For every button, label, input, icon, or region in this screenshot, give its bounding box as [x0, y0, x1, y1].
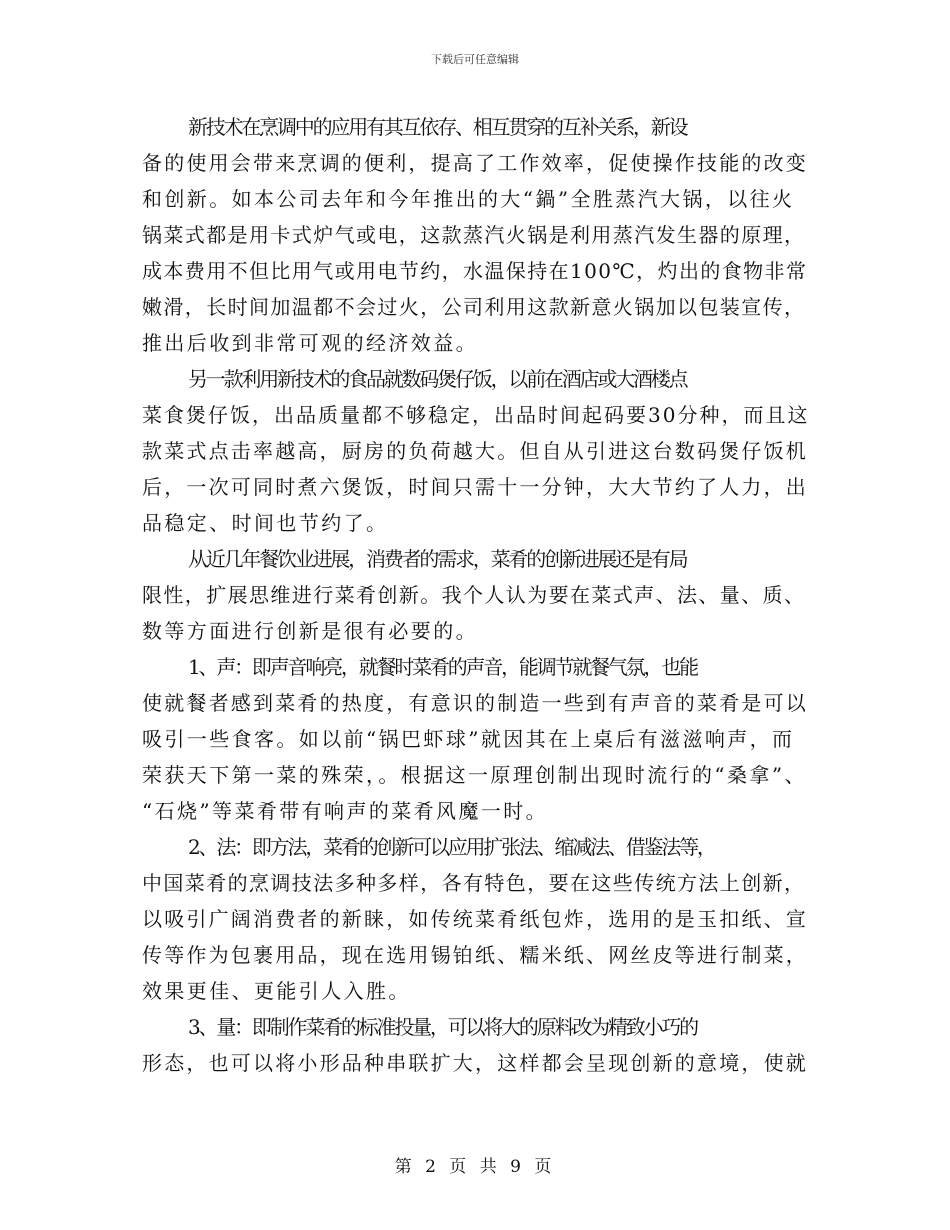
text-line: 使就餐者感到菜肴的热度，有意识的制造一些到有声音的菜肴是可以: [142, 691, 808, 715]
text-line: 以吸引广阔消费者的新睐，如传统菜肴纸包炸，选用的是玉扣纸、宣: [142, 907, 808, 931]
text-line: 新技术在烹调中的应用有其互依存、相互贯穿的互补关系，新设: [188, 115, 687, 139]
paragraph-6: [142, 1009, 808, 1081]
paragraph-2: [142, 361, 808, 541]
text-line: 数等方面进行创新是很有必要的。: [142, 619, 478, 643]
paragraph-1: [142, 109, 808, 361]
text-line: 形态，也可以将小形品种串联扩大，这样都会呈现创新的意境，使就: [142, 1051, 808, 1075]
text-line: “石烧”等菜肴带有响声的菜肴风魔一时。: [142, 799, 549, 823]
paragraph-3: [142, 541, 808, 649]
text-line: 锅菜式都是用卡式炉气或电，这款蒸汽火锅是利用蒸汽发生器的原理，: [142, 223, 806, 247]
text-line: 传等作为包裹用品，现在选用锡铂纸、糯米纸、网丝皮等进行制菜，: [142, 943, 808, 967]
text-line: 推出后收到非常可观的经济效益。: [142, 331, 478, 355]
text-line: 后，一次可同时煮六煲饭，时间只需十一分钟，大大节约了人力，出: [142, 475, 808, 499]
text-line: 品稳定、时间也节约了。: [142, 511, 389, 535]
text-line: 吸引一些食客。如以前“锅巴虾球”就因其在上桌后有滋滋响声，而: [142, 727, 795, 751]
text-line: 菜食煲仔饭，出品质量都不够稳定，出品时间起码要30分种，而且这: [142, 403, 810, 427]
text-line: 限性，扩展思维进行菜肴创新。我个人认为要在菜式声、法、量、质、: [142, 583, 806, 607]
paragraph-4: [142, 649, 808, 829]
text-line: 成本费用不但比用气或用电节约，水温保持在100℃，灼出的食物非常: [142, 259, 808, 283]
page-footer: 第 2 页 共 9 页: [394, 1157, 556, 1177]
text-line: 3、量：即制作菜肴的标准投量，可以将大的原料改为精致小巧的: [188, 1015, 697, 1039]
text-line: 中国菜肴的烹调技法多种多样，各有特色，要在这些传统方法上创新，: [142, 871, 806, 895]
text-line: 备的使用会带来烹调的便利，提高了工作效率，促使操作技能的改变: [142, 151, 808, 175]
text-line: 效果更佳、更能引人入胜。: [142, 979, 411, 1003]
document-body: [142, 109, 808, 1081]
text-line: 荣获天下第一菜的殊荣，。根据这一原理创制出现时流行的“桑拿”、: [142, 763, 807, 787]
page-header: 下载后可任意编辑: [431, 53, 519, 66]
text-line: 从近几年餐饮业进展，消费者的需求，菜肴的创新进展还是有局: [188, 547, 687, 571]
text-line: 嫩滑，长时间加温都不会过火，公司利用这款新意火锅加以包装宣传，: [142, 295, 806, 319]
text-line: 2、法：即方法，菜肴的创新可以应用扩张法、缩减法、借鉴法等，: [188, 835, 715, 859]
text-line: 款菜式点击率越高，厨房的负荷越大。但自从引进这台数码煲仔饭机: [142, 439, 808, 463]
text-line: 1、声：即声音响亮，就餐时菜肴的声音，能调节就餐气氛，也能: [188, 655, 697, 679]
paragraph-5: [142, 829, 808, 1009]
text-line: 和创新。如本公司去年和今年推出的大“鍋”全胜蒸汽大锅，以往火: [142, 187, 795, 211]
text-line: 另一款利用新技术的食品就数码煲仔饭，以前在酒店或大酒楼点: [188, 367, 687, 391]
